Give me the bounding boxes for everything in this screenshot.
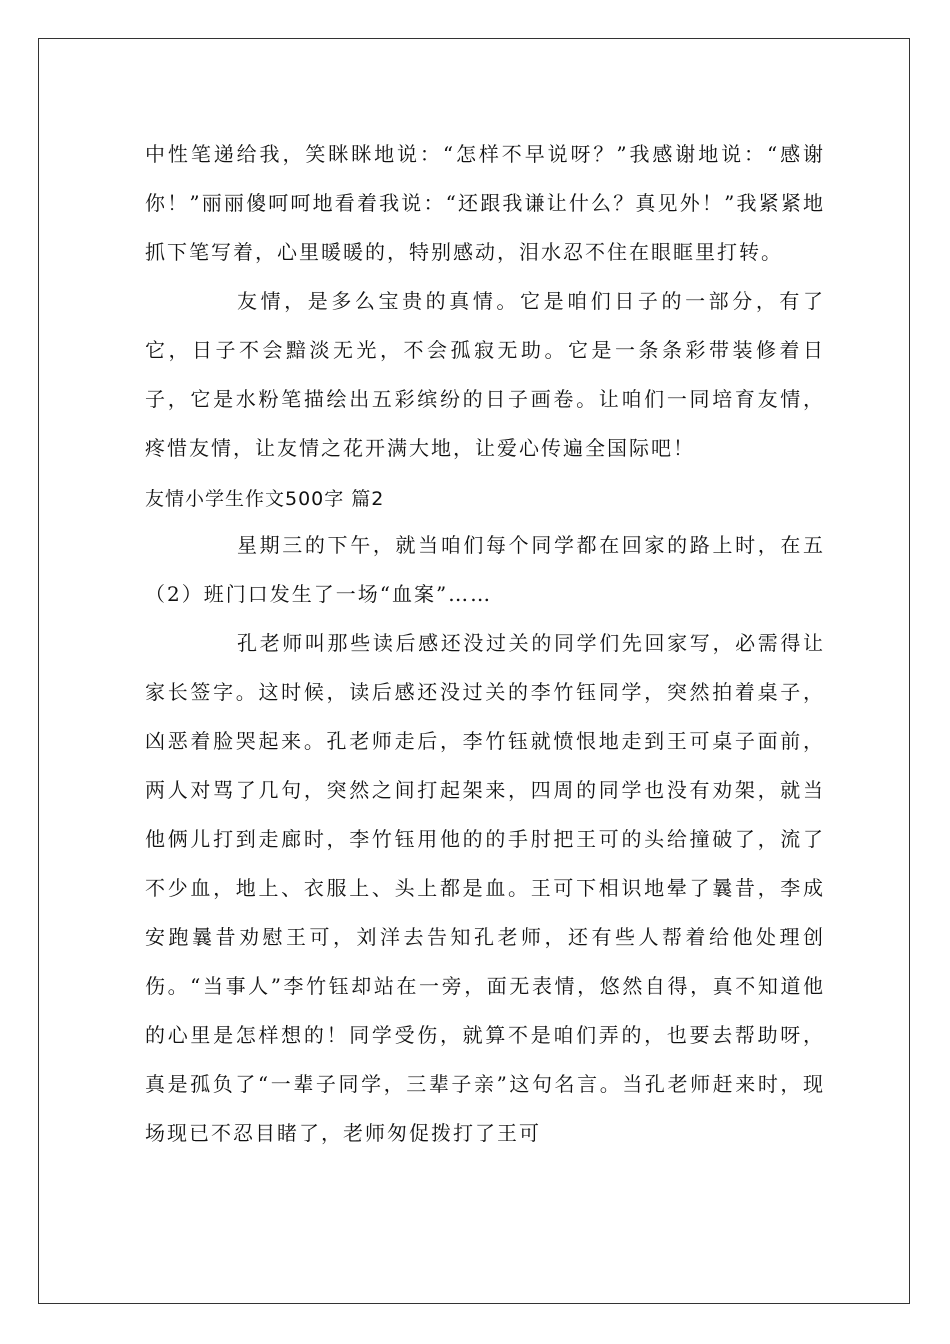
document-body — [145, 130, 825, 1158]
paragraph-2: 友情，是多么宝贵的真情。它是咱们日子的一部分，有了它，日子不会黯淡无光，不会孤寂无助。它是一条条彩带装修着日子，它是水粉笔描绘出五彩缤纷的日子画卷。让咱们一同培育友情，疼惜友情，让友情之花开满大地，让爱心传遍全国际吧！ — [145, 289, 825, 460]
paragraph-4: 孔老师叫那些读后感还没过关的同学们先回家写，必需得让家长签字。这时候，读后感还没过关的李竹钰同学，突然拍着桌子，凶恶着脸哭起来。孔老师走后，李竹钰就愤恨地走到王可桌子面前，两人对骂了几句，突然之间打起架来，四周的同学也没有劝架，就当他俩儿打到走廊时，李竹钰用他的的手肘把王可的头给撞破了，流了不少血，地上、衣服上、头上都是血。王可下相识地晕了曩昔，李成安跑曩昔劝慰王可，刘洋去告知孔老师，还有些人帮着给他处理创伤。“当事人”李竹钰却站在一旁，面无表情，悠然自得，真不知道他的心里是怎样想的！同学受伤，就算不是咱们弄的，也要去帮助呀，真是孤负了“一辈子同学，三辈子亲”这句名言。当孔老师赶来时，现场现已不忍目睹了，老师匆促拨打了王可 — [145, 631, 825, 1145]
section-heading: 友情小学生作文500字 篇2 — [145, 488, 385, 510]
paragraph-3: 星期三的下午，就当咱们每个同学都在回家的路上时，在五（2）班门口发生了一场“血案”…… — [145, 533, 825, 606]
paragraph-1: 中性笔递给我，笑眯眯地说：“怎样不早说呀？”我感谢地说：“感谢你！”丽丽傻呵呵地看着我说：“还跟我谦让什么？真见外！”我紧紧地抓下笔写着，心里暖暖的，特别感动，泪水忍不住在眼眶里打转。 — [145, 142, 825, 264]
